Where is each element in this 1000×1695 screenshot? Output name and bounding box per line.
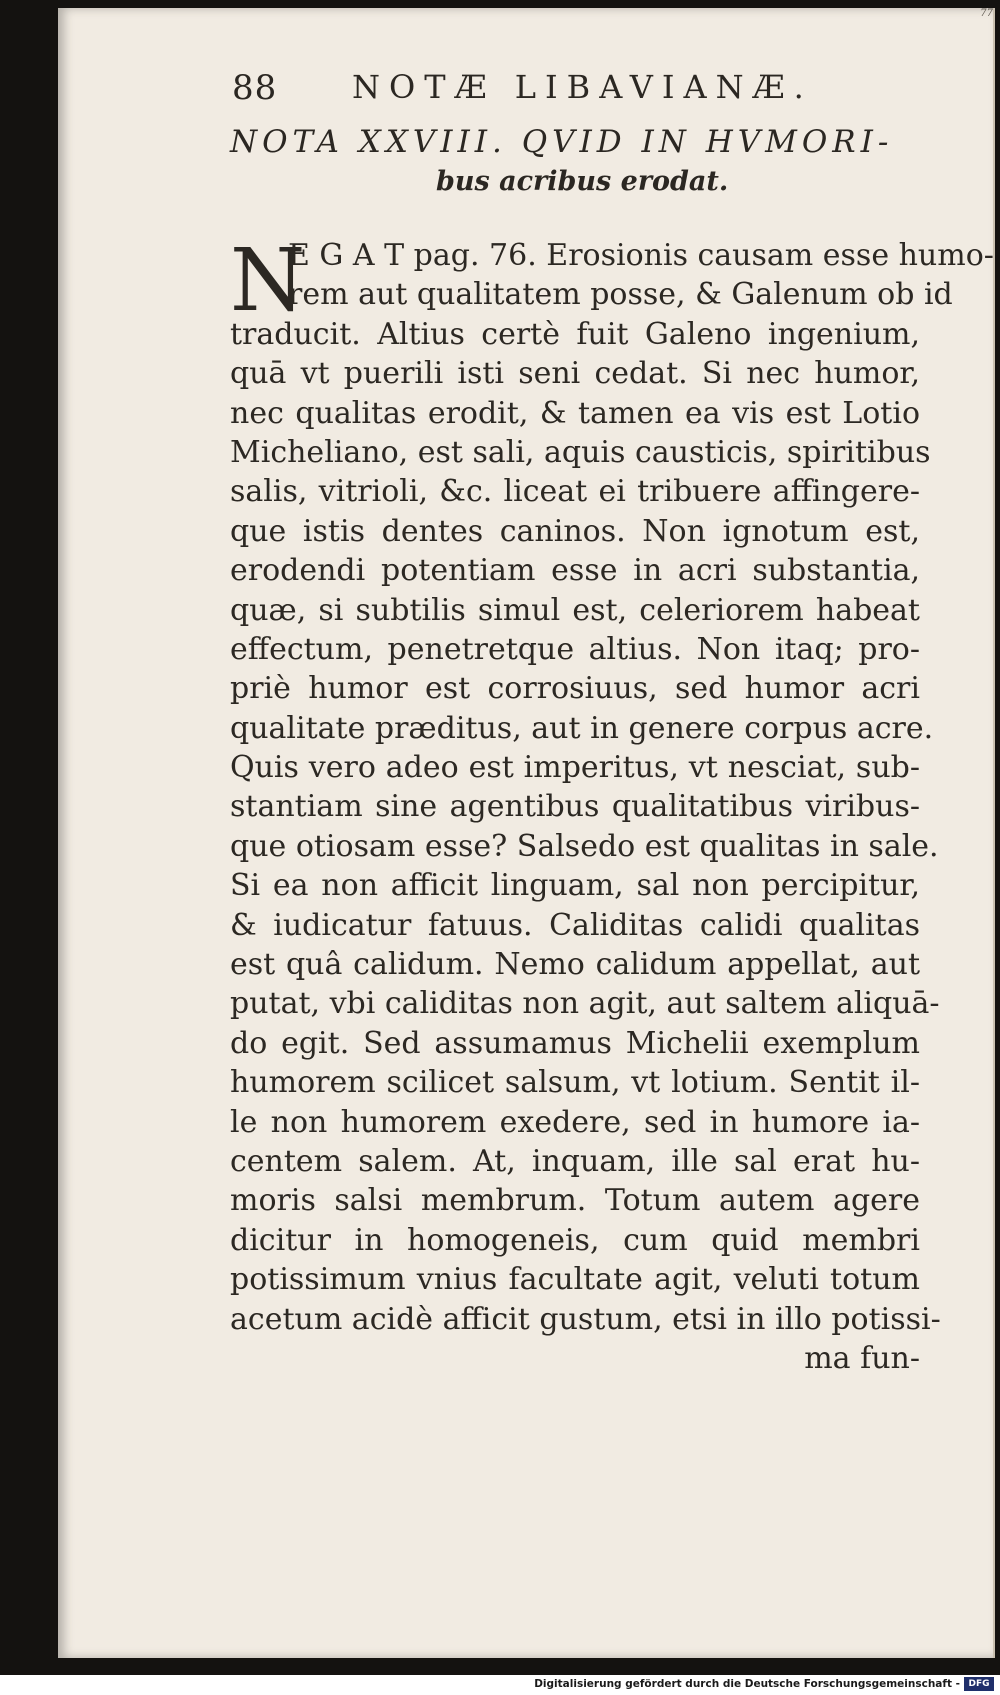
note-heading-line1: NOTA XXVIII. QVID IN HVMORI- <box>230 124 894 160</box>
text-line: potissimum vnius facultate agit, veluti totum <box>230 1262 920 1298</box>
text-line: Si ea non afficit linguam, sal non percipitur, <box>230 868 920 904</box>
text-line: stantiam sine agentibus qualitatibus viribus- <box>230 789 920 825</box>
text-line: que istis dentes caninos. Non ignotum est, <box>230 513 920 549</box>
text-line: Micheliano, est sali, aquis causticis, spiritibus <box>230 434 931 470</box>
text-line: E G A T pag. 76. Erosionis causam esse humo- <box>288 238 994 273</box>
text-line: nec qualitas erodit, & tamen ea vis est Lotio <box>230 395 920 431</box>
text-line: effectum, penetretque altius. Non itaq; pro- <box>230 631 920 667</box>
text-line: acetum acidè afficit gustum, etsi in illo potissi- <box>230 1301 941 1337</box>
dfg-logo: DFG <box>964 1677 994 1691</box>
page-number: 88 <box>232 68 278 108</box>
text-line: rem aut qualitatem posse, & Galenum ob id <box>288 277 953 313</box>
text-line: Quis vero adeo est imperitus, vt nesciat, sub- <box>230 750 920 786</box>
running-title: NOTÆ LIBAVIANÆ. <box>352 68 813 106</box>
text-line: est quâ calidum. Nemo calidum appellat, aut <box>230 947 920 983</box>
text-line: priè humor est corrosiuus, sed humor acri <box>230 671 920 707</box>
text-line: dicitur in homogeneis, cum quid membri <box>230 1222 920 1258</box>
text-line: salis, vitrioli, &c. liceat ei tribuere affingere- <box>230 474 920 510</box>
catchword: ma fun- <box>804 1340 920 1376</box>
text-line: traducit. Altius certè fuit Galeno ingenium, <box>230 316 920 352</box>
text-line: quæ, si subtilis simul est, celeriorem habeat <box>230 592 920 628</box>
text-line: erodendi potentiam esse in acri substantia, <box>230 553 920 589</box>
drop-cap: N <box>230 231 306 331</box>
text-line: qualitate præditus, aut in genere corpus acre. <box>230 710 934 746</box>
text-line: & iudicatur fatuus. Caliditas calidi qualitas <box>230 907 920 943</box>
text-line: putat, vbi caliditas non agit, aut saltem aliquā- <box>230 986 940 1022</box>
text-line: quā vt puerili isti seni cedat. Si nec humor, <box>230 356 920 392</box>
page-corner-mark: 77 <box>980 8 993 19</box>
body-text <box>230 231 994 1378</box>
running-head <box>232 68 882 118</box>
text-line: moris salsi membrum. Totum autem agere <box>230 1183 920 1219</box>
text-line: do egit. Sed assumamus Michelii exemplum <box>230 1025 920 1061</box>
text-line: centem salem. At, inquam, ille sal erat hu- <box>230 1143 920 1179</box>
text-line: humorem scilicet salsum, vt lotium. Sentit il- <box>230 1065 920 1101</box>
digitization-credit: Digitalisierung gefördert durch die Deutsche Forschungsgemeinschaft - <box>534 1678 960 1690</box>
text-line: que otiosam esse? Salsedo est qualitas in sale. <box>230 828 939 864</box>
footer-bar <box>0 1675 1000 1695</box>
note-heading <box>230 124 920 197</box>
text-line: le non humorem exedere, sed in humore ia- <box>230 1104 920 1140</box>
note-heading-line2: bus acribus erodat. <box>436 166 729 197</box>
